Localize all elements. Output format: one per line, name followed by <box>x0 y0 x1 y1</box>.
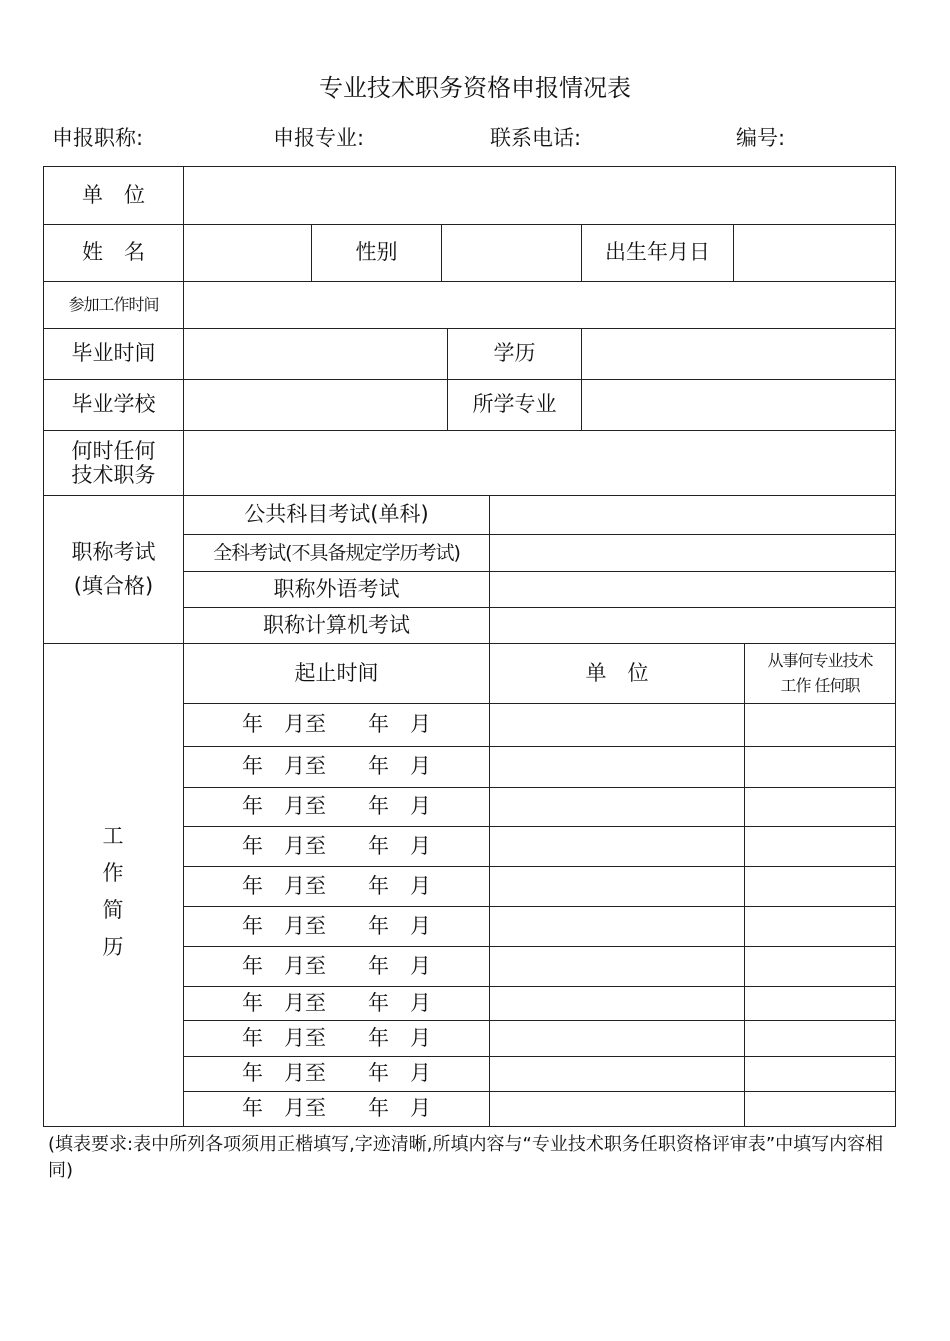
resume-period-cell[interactable]: 年 月至 年 月 <box>242 1025 431 1050</box>
resume-role-header-line2: 工作 任何职 <box>780 675 860 695</box>
gender-label: 性别 <box>355 240 398 265</box>
resume-side-char: 历 <box>102 935 124 959</box>
grad-school-field[interactable] <box>184 380 447 430</box>
resume-side-char: 作 <box>102 861 124 885</box>
resume-unit-cell[interactable] <box>490 867 744 906</box>
resume-period-cell[interactable]: 年 月至 年 月 <box>242 1061 431 1086</box>
resume-period-cell[interactable]: 年 月至 年 月 <box>242 712 431 737</box>
exam-computer-label: 职称计算机考试 <box>263 612 410 637</box>
resume-role-header-line1: 从事何专业技术 <box>767 650 873 670</box>
resume-unit-cell[interactable] <box>490 947 744 986</box>
declared-title-label: 申报职称: <box>52 126 144 150</box>
work-start-field[interactable] <box>184 282 895 328</box>
grad-school-label: 毕业学校 <box>71 392 156 417</box>
exam-label-line2: (填合格) <box>73 573 154 598</box>
unit-field[interactable] <box>184 167 895 224</box>
resume-period-cell[interactable]: 年 月至 年 月 <box>242 1096 431 1121</box>
unit-label: 单 位 <box>82 182 145 207</box>
resume-unit-cell[interactable] <box>490 788 744 826</box>
exam-computer-field[interactable] <box>490 608 895 643</box>
resume-role-cell[interactable] <box>745 1057 895 1091</box>
resume-period-cell[interactable]: 年 月至 年 月 <box>242 953 431 978</box>
birth-label: 出生年月日 <box>605 240 710 265</box>
position-label-line1: 何时任何 <box>71 438 156 463</box>
resume-role-cell[interactable] <box>745 1021 895 1056</box>
resume-unit-header: 单 位 <box>585 660 649 685</box>
resume-side-char: 工 <box>102 824 124 848</box>
gender-field[interactable] <box>442 225 581 281</box>
education-label: 学历 <box>493 341 536 366</box>
resume-unit-cell[interactable] <box>490 827 744 866</box>
birth-field[interactable] <box>734 225 895 281</box>
resume-role-cell[interactable] <box>745 788 895 826</box>
resume-side-label <box>44 818 182 966</box>
exam-language-field[interactable] <box>490 572 895 607</box>
work-start-label: 参加工作时间 <box>68 295 159 315</box>
page-title: 专业技术职务资格申报情况表 <box>319 74 631 102</box>
exam-label <box>44 496 183 643</box>
resume-period-cell[interactable]: 年 月至 年 月 <box>242 833 431 858</box>
exam-label-line1: 职称考试 <box>71 539 156 564</box>
resume-unit-cell[interactable] <box>490 987 744 1020</box>
exam-public-field[interactable] <box>490 496 895 534</box>
name-field[interactable] <box>184 225 311 281</box>
resume-role-cell[interactable] <box>745 907 895 946</box>
resume-period-cell[interactable]: 年 月至 年 月 <box>242 794 431 819</box>
education-field[interactable] <box>582 329 895 379</box>
resume-role-header <box>745 644 895 703</box>
resume-unit-cell[interactable] <box>490 1092 744 1126</box>
resume-unit-cell[interactable] <box>490 1057 744 1091</box>
resume-unit-cell[interactable] <box>490 704 744 746</box>
major-field[interactable] <box>582 380 895 430</box>
phone-label: 联系电话: <box>490 126 582 150</box>
grad-time-label: 毕业时间 <box>71 341 156 366</box>
resume-role-cell[interactable] <box>745 1092 895 1126</box>
exam-full-field[interactable] <box>490 535 895 571</box>
resume-role-cell[interactable] <box>745 704 895 746</box>
resume-side-char: 简 <box>102 898 124 922</box>
resume-role-cell[interactable] <box>745 987 895 1020</box>
fill-instructions: (填表要求:表中所列各项须用正楷填写,字迹清晰,所填内容与“专业技术职务任职资格评审表”中填写内容相同) <box>48 1134 884 1182</box>
position-label <box>44 431 183 495</box>
resume-unit-cell[interactable] <box>490 907 744 946</box>
resume-period-cell[interactable]: 年 月至 年 月 <box>242 990 431 1015</box>
exam-full-label: 全科考试(不具备规定学历考试) <box>213 541 460 564</box>
grad-time-field[interactable] <box>184 329 447 379</box>
resume-role-cell[interactable] <box>745 867 895 906</box>
name-label: 姓 名 <box>82 240 145 265</box>
position-field[interactable] <box>184 431 895 495</box>
resume-unit-cell[interactable] <box>490 747 744 787</box>
exam-language-label: 职称外语考试 <box>273 576 400 601</box>
resume-role-cell[interactable] <box>745 827 895 866</box>
declared-major-label: 申报专业: <box>273 126 365 150</box>
resume-period-cell[interactable]: 年 月至 年 月 <box>242 873 431 898</box>
major-label: 所学专业 <box>472 392 557 417</box>
number-label: 编号: <box>736 126 786 150</box>
position-label-line2: 技术职务 <box>71 463 156 487</box>
resume-unit-cell[interactable] <box>490 1021 744 1056</box>
resume-role-cell[interactable] <box>745 947 895 986</box>
resume-period-cell[interactable]: 年 月至 年 月 <box>242 913 431 938</box>
exam-public-label: 公共科目考试(单科) <box>244 502 429 527</box>
resume-period-header: 起止时间 <box>294 660 379 685</box>
resume-period-cell[interactable]: 年 月至 年 月 <box>242 754 431 779</box>
resume-role-cell[interactable] <box>745 747 895 787</box>
